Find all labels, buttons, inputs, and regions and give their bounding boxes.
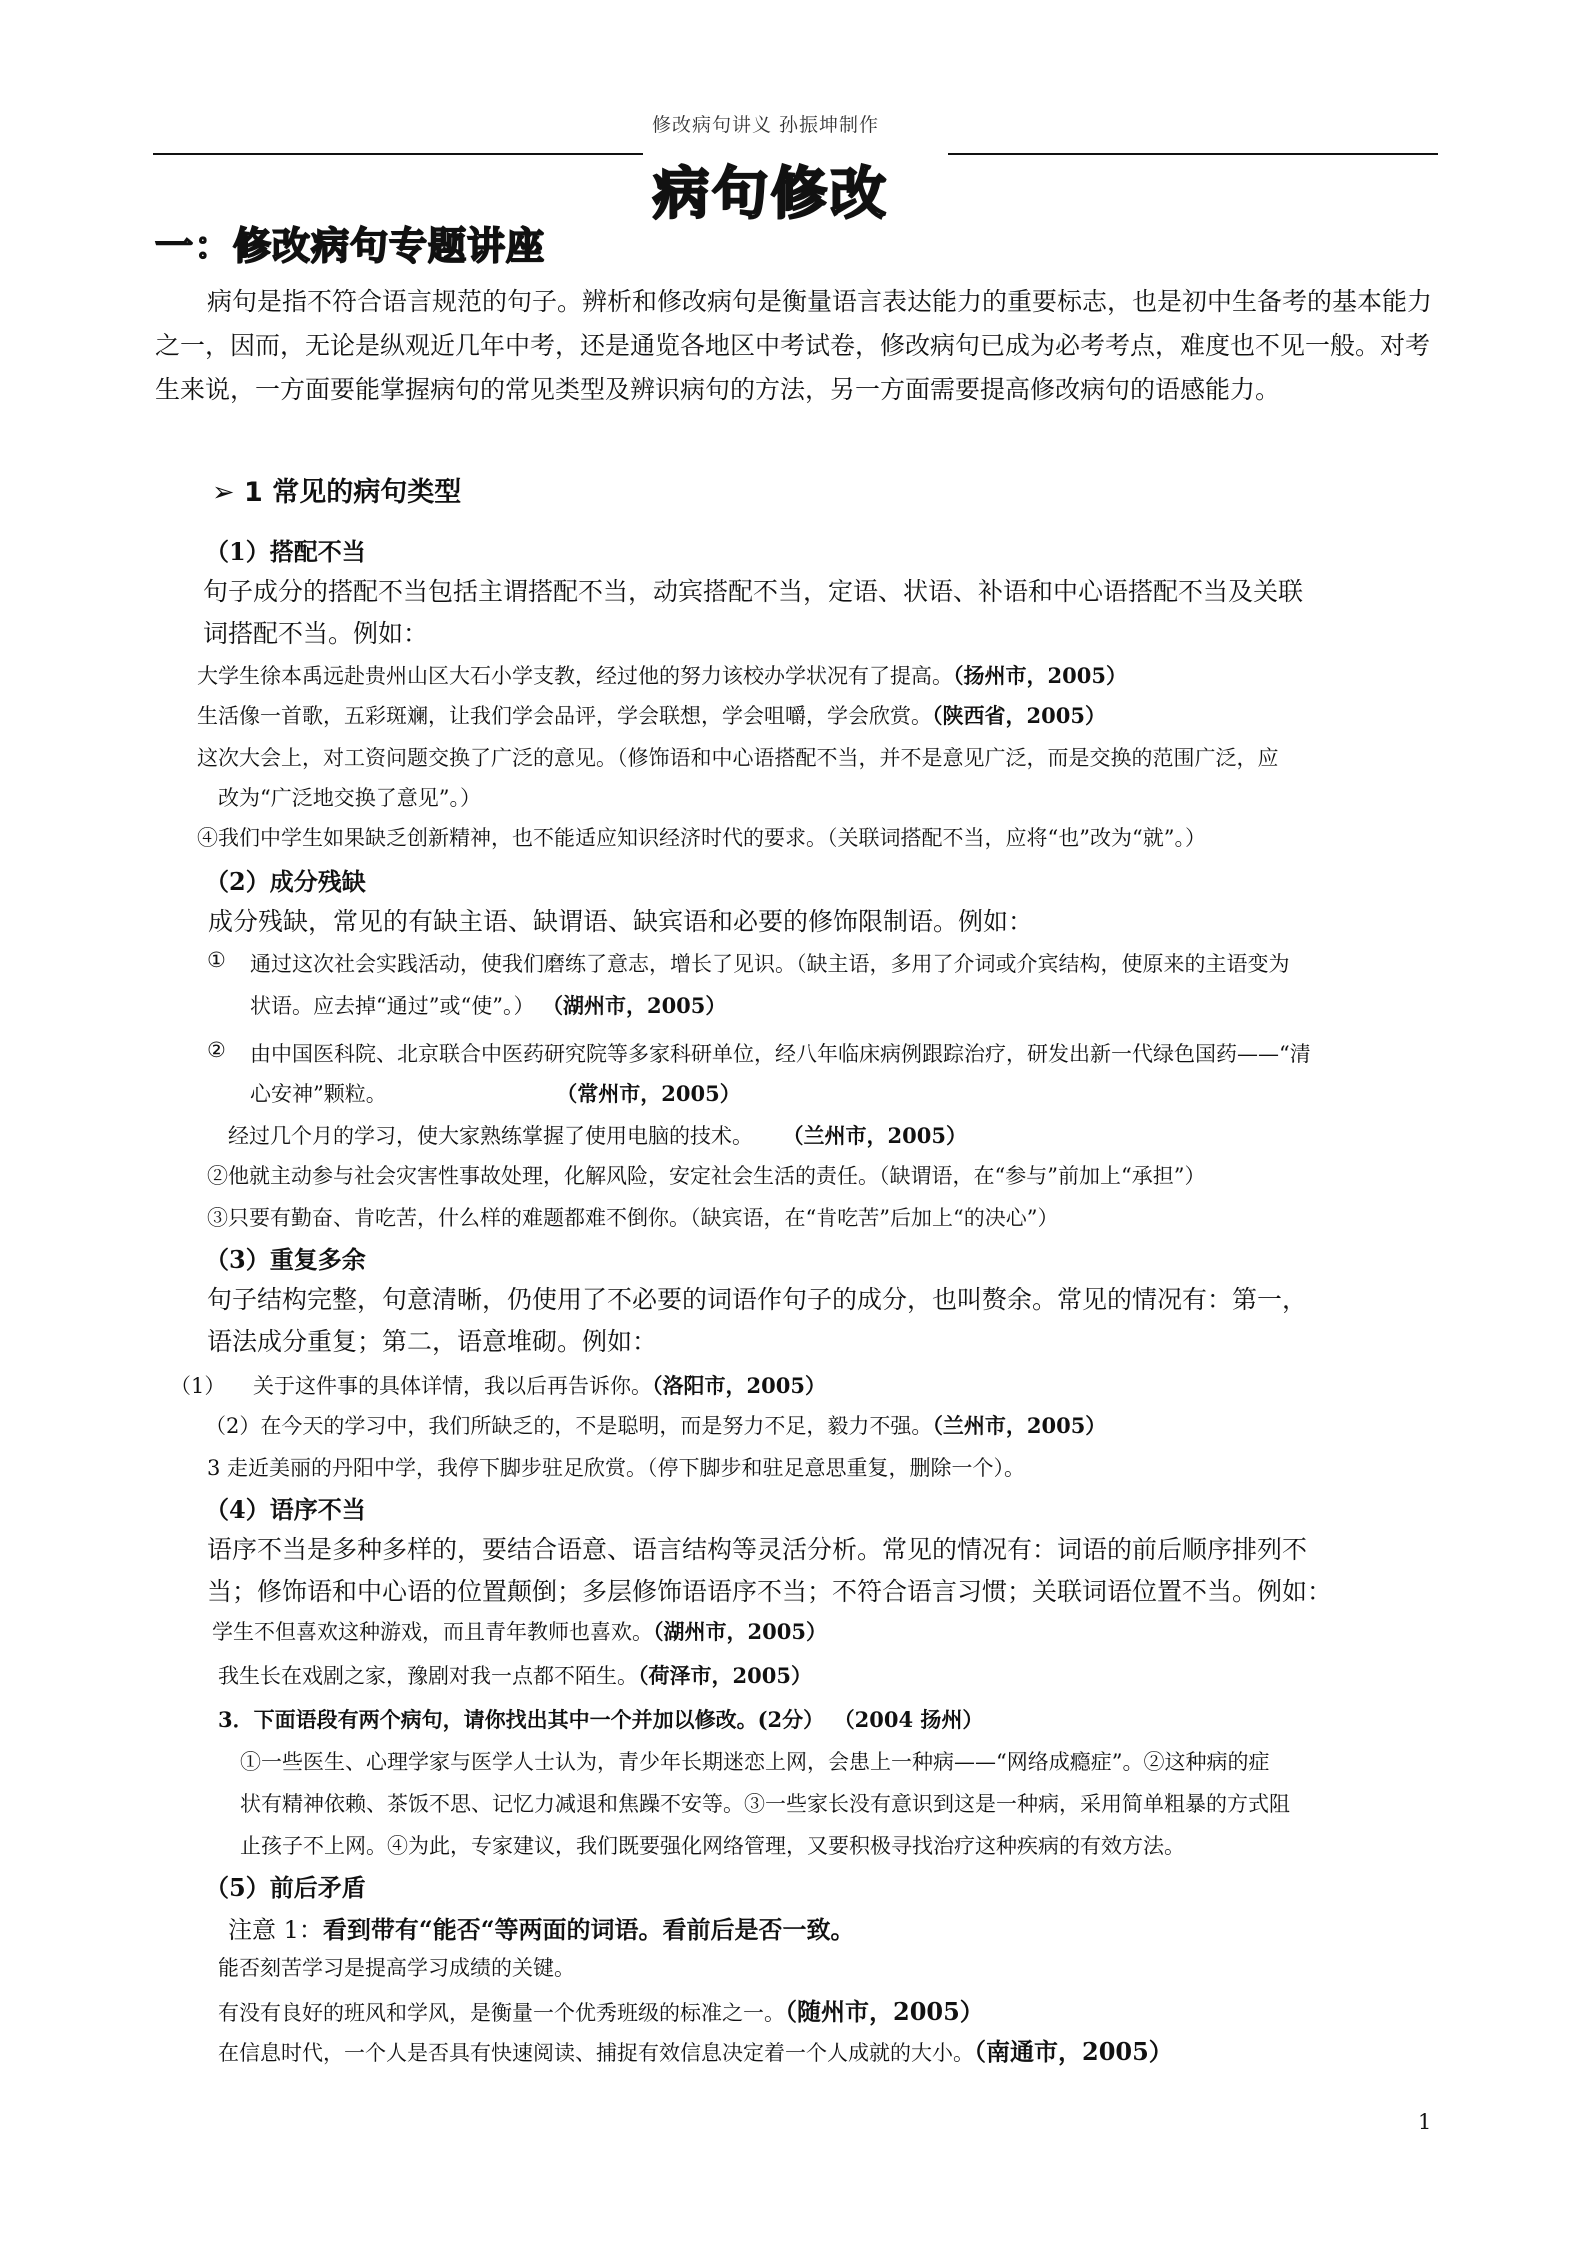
s2-ex1-num: ①	[207, 948, 226, 972]
s2-example-1-line1: 通过这次社会实践活动，使我们磨练了意志，增长了见识。（缺主语，多用了介词或介宾结构，使原来的主语变为	[250, 952, 1290, 976]
s4-ex1-text: 学生不但喜欢这种游戏，而且青年教师也喜欢。	[212, 1620, 653, 1644]
s4-q3-source: （2004 扬州）	[844, 1707, 984, 1732]
s4-example-2	[218, 1660, 812, 1690]
s4-ex1-source: （湖州市，2005）	[653, 1619, 827, 1644]
s1-desc-line2: 词搭配不当。例如：	[203, 619, 429, 648]
s2-example-2-line2	[250, 1078, 741, 1108]
s3-desc-line2: 语法成分重复；第二，语意堆砌。例如：	[207, 1327, 658, 1356]
s2-example-5: ③只要有勤奋、肯吃苦，什么样的难题都难不倒你。（缺宾语，在“肯吃苦”后加上“的决心”）	[207, 1206, 1059, 1230]
s5-example-2	[218, 1992, 984, 2027]
s5-ex2-source: （随州市，2005）	[785, 1997, 984, 2026]
s3-desc-line1: 句子结构完整，句意清晰，仍使用了不必要的词语作句子的成分，也叫赘余。常见的情况有：第一，	[207, 1285, 1308, 1314]
s4-question-3	[218, 1704, 983, 1734]
s2-ex2-num: ②	[207, 1038, 226, 1062]
s5-note-label: 注意 1：	[228, 1916, 323, 1944]
s5-ex2-text: 有没有良好的班风和学风，是衡量一个优秀班级的标准之一。	[218, 2001, 785, 2025]
section-title: 一：修改病句专题讲座	[155, 224, 546, 268]
s4-q3-line3: 止孩子不上网。④为此，专家建议，我们既要强化网络管理，又要积极寻找治疗这种疾病的有效方法。	[240, 1834, 1185, 1858]
page-number: 1	[1418, 2110, 1432, 2134]
s2-ex1-source: （湖州市，2005）	[552, 993, 727, 1018]
s3-ex2-text: （2）在今天的学习中，我们所缺乏的，不是聪明，而是努力不足，毅力不强。	[205, 1414, 933, 1438]
s3-example-2	[205, 1410, 1106, 1440]
s2-ex2-source: （常州市，2005）	[566, 1081, 741, 1106]
s5-ex3-text: 在信息时代，一个人是否具有快速阅读、捕捉有效信息决定着一个人成就的大小。	[218, 2041, 974, 2065]
s2-heading: （2）成分残缺	[205, 867, 366, 896]
s1-ex2-text: 生活像一首歌，五彩斑斓，让我们学会品评，学会联想，学会咀嚼，学会欣赏。	[197, 704, 932, 728]
s2-example-3	[228, 1120, 967, 1150]
s4-example-1	[212, 1616, 827, 1646]
s3-example-1	[253, 1370, 826, 1400]
s3-ex1-num: （1）	[170, 1374, 226, 1398]
s1-ex1-source: （扬州市，2005）	[953, 663, 1127, 688]
s1-example-4: ④我们中学生如果缺乏创新精神，也不能适应知识经济时代的要求。（关联词搭配不当，应将“也”改为“就”。）	[197, 826, 1206, 850]
s2-ex2-text-end: 心安神”颗粒。	[250, 1082, 387, 1106]
s1-example-3-line1: 这次大会上，对工资问题交换了广泛的意见。（修饰语和中心语搭配不当，并不是意见广泛，而是交换的范围广泛，应	[197, 746, 1279, 770]
s2-example-1-line2	[250, 990, 726, 1020]
s2-ex3-text: 经过几个月的学习，使大家熟练掌握了使用电脑的技术。	[228, 1124, 753, 1148]
s4-q3-line2: 状有精神依赖、茶饭不思、记忆力减退和焦躁不安等。③一些家长没有意识到这是一种病，采用简单粗暴的方式阻	[240, 1792, 1290, 1816]
header-rule-right	[948, 153, 1438, 155]
s4-ex2-source: （荷泽市，2005）	[638, 1663, 812, 1688]
s3-ex1-text: 关于这件事的具体详情，我以后再告诉你。	[253, 1374, 652, 1398]
s1-ex1-text: 大学生徐本禹远赴贵州山区大石小学支教，经过他的努力该校办学状况有了提高。	[197, 664, 953, 688]
s5-example-1: 能否刻苦学习是提高学习成绩的关键。	[218, 1956, 575, 1980]
s3-ex1-source: （洛阳市，2005）	[652, 1373, 826, 1398]
s1-example-1	[197, 660, 1127, 690]
s4-desc-line1: 语序不当是多种多样的，要结合语意、语言结构等灵活分析。常见的情况有：词语的前后顺序排列不	[207, 1535, 1308, 1564]
s5-example-3	[218, 2032, 1173, 2067]
s4-q3-line1: ①一些医生、心理学家与医学人士认为，青少年长期迷恋上网，会患上一种病——“网络成瘾症”。②这种病的症	[240, 1750, 1270, 1774]
s4-heading: （4）语序不当	[205, 1495, 366, 1524]
s3-ex2-source: （兰州市，2005）	[932, 1413, 1107, 1438]
s4-ex2-text: 我生长在戏剧之家，豫剧对我一点都不陌生。	[218, 1664, 638, 1688]
s4-desc-line2: 当；修饰语和中心语的位置颠倒；多层修饰语语序不当；不符合语言习惯；关联词语位置不当。例如：	[207, 1577, 1333, 1606]
s5-note	[228, 1910, 855, 1945]
s1-ex2-source: （陕西省，2005）	[932, 703, 1106, 728]
s1-heading: （1）搭配不当	[205, 537, 366, 566]
running-header: 修改病句讲义 孙振坤制作	[652, 114, 880, 136]
s2-desc: 成分残缺，常见的有缺主语、缺谓语、缺宾语和必要的修饰限制语。例如：	[208, 907, 1034, 936]
page-title: 病句修改	[653, 162, 889, 227]
s5-heading: （5）前后矛盾	[205, 1873, 366, 1902]
s5-ex3-source: （南通市，2005）	[974, 2037, 1173, 2066]
s5-note-text: 看到带有“能否“等两面的词语。看前后是否一致。	[322, 1915, 855, 1944]
intro-paragraph: 病句是指不符合语言规范的句子。辨析和修改病句是衡量语言表达能力的重要标志，也是初中生备考的基本能力之一，因而，无论是纵观近几年中考，还是通览各地区中考试卷，修改病句已成为必考考点，难度也不见一般。对考生来说，一方面要能掌握病句的常见类型及辨识病句的方法，另一方面需要提高修改病句的语感能力。	[155, 287, 1433, 404]
types-heading: ➢ 1 常见的病句类型	[212, 477, 462, 508]
s1-example-3-line2: 改为“广泛地交换了意见”。）	[218, 786, 481, 810]
s1-example-2	[197, 700, 1106, 730]
s3-example-3: 3 走近美丽的丹阳中学，我停下脚步驻足欣赏。（停下脚步和驻足意思重复，删除一个）。	[207, 1456, 1026, 1480]
s2-ex3-source: （兰州市，2005）	[793, 1123, 967, 1148]
s3-heading: （3）重复多余	[205, 1245, 366, 1274]
s2-ex1-text-end: 状语。应去掉“通过”或“使”。）	[250, 994, 535, 1018]
header-rule-left	[153, 153, 643, 155]
s2-example-4: ②他就主动参与社会灾害性事故处理，化解风险，安定社会生活的责任。（缺谓语，在“参与”前加上“承担”）	[207, 1164, 1206, 1188]
s4-q3-text: 3．下面语段有两个病句，请你找出其中一个并加以修改。(2分）	[218, 1707, 825, 1732]
s2-example-2-line1: 由中国医科院、北京联合中医药研究院等多家科研单位，经八年临床病例跟踪治疗，研发出新一代绿色国药——“清	[250, 1042, 1311, 1066]
s1-desc-line1: 句子成分的搭配不当包括主谓搭配不当，动宾搭配不当，定语、状语、补语和中心语搭配不当及关联	[203, 577, 1304, 606]
